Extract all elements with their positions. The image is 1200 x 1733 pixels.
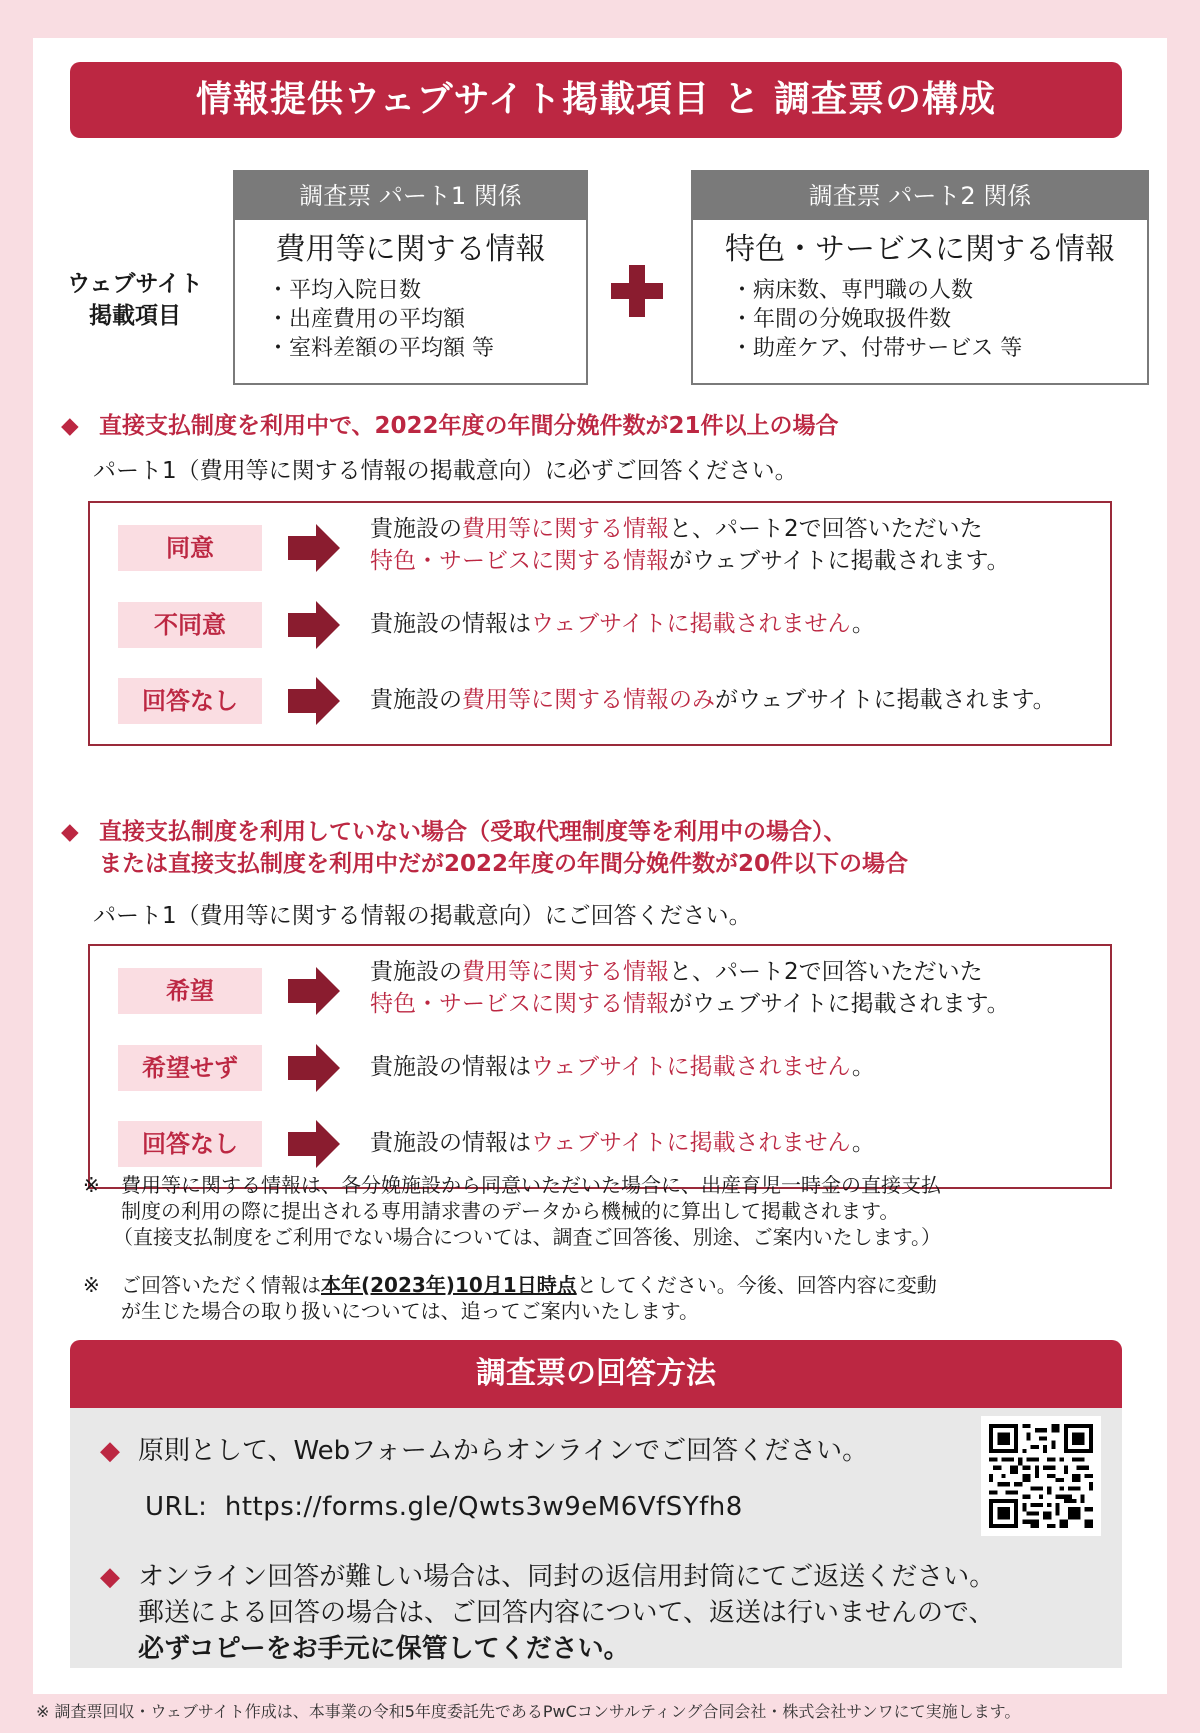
description-line [370,513,1010,545]
arrow-right-icon [288,601,340,649]
text-segment: 貴施設の [370,959,462,985]
case2-heading [61,816,908,880]
diamond-icon: ◆ [100,1436,120,1466]
diamond-icon: ◆ [61,819,79,845]
highlighted-text: ウェブサイトに掲載されません [531,1130,852,1156]
part2-box [691,170,1149,385]
text-segment: がウェブサイトに掲載されます。 [669,548,1010,574]
diamond-icon: ◆ [100,1562,120,1592]
text-segment: 貴施設の情報は [370,1130,531,1156]
part2-header: 調査票 パート2 関係 [693,172,1147,220]
note-1 [83,1172,1143,1250]
status-tag: 不同意 [118,602,262,648]
website-label-line2: 掲載項目 [89,303,181,329]
mail-instruction-line2: 郵送による回答の場合は、ご回答内容について、返送は行いませんので、 [138,1598,995,1628]
list-item: ・平均入院日数 [267,278,422,303]
case1-heading-text: 直接支払制度を利用中で、2022年度の年間分娩件数が21件以上の場合 [99,413,839,439]
highlighted-text: ウェブサイトに掲載されません [531,1054,852,1080]
note2-date-emphasis: 本年(2023年)10月1日時点 [321,1273,577,1297]
description-line [370,988,1010,1020]
part1-title: 費用等に関する情報 [275,232,546,267]
list-item: ・室料差額の平均額 等 [267,336,494,361]
description-line [370,684,1056,716]
part1-items [235,276,586,363]
mail-instruction-line3 [138,1632,630,1666]
arrow-right-icon [288,1044,340,1092]
keep-copy-emphasis: 必ずコピーをお手元に保管してください。 [138,1634,630,1664]
arrow-right-icon [288,967,340,1015]
note1-line1: 費用等に関する情報は、各分娩施設から同意いただいた場合に、出産育児一時金の直接支払 [121,1173,941,1197]
case2-box [88,944,1112,1189]
part2-title: 特色・サービスに関する情報 [725,232,1115,267]
text-segment: 貴施設の [370,687,462,713]
answer-method-banner: 調査票の回答方法 [70,1340,1122,1408]
case1-instruction: パート1（費用等に関する情報の掲載意向）に必ずご回答ください。 [93,458,798,484]
plus-icon [611,265,663,317]
description-line [370,545,1010,577]
text-segment: 貴施設の情報は [370,1054,531,1080]
list-item: ・年間の分娩取扱件数 [731,307,952,332]
text-segment: 。 [851,1130,875,1156]
url-line [145,1490,743,1524]
list-item: ・病床数、専門職の人数 [731,278,974,303]
diamond-icon: ◆ [61,413,79,439]
row-description [370,513,1010,577]
description-line [370,1127,875,1159]
list-item: ・出産費用の平均額 [267,307,466,332]
note-mark: ※ [83,1273,100,1297]
list-item: ・助産ケア、付帯サービス 等 [731,336,1023,361]
part1-box [233,170,588,385]
text-segment: 貴施設の [370,516,462,542]
note2-post: としてください。今後、回答内容に変動 [576,1273,937,1297]
text-segment: と、パート2で回答いただいた [669,516,983,542]
row-description [370,1051,875,1083]
description-line [370,956,1010,988]
part2-items [693,276,1147,363]
online-instruction [100,1434,868,1468]
text-segment: と、パート2で回答いただいた [669,959,983,985]
status-tag: 同意 [118,525,262,571]
document-page [33,38,1167,1694]
status-tag: 希望 [118,968,262,1014]
highlighted-text: 特色・サービスに関する情報 [370,548,669,574]
row-description [370,956,1010,1020]
note1-line2: 制度の利用の際に提出される専用請求書のデータから機械的に算出して掲載されます。 [121,1199,900,1223]
mail-instruction-line1 [100,1560,995,1594]
case2-heading-line2: または直接支払制度を利用中だが2022年度の年間分娩件数が20件以下の場合 [99,851,909,877]
row-description [370,1127,875,1159]
highlighted-text: ウェブサイトに掲載されません [531,611,852,637]
website-label-line1: ウェブサイト [67,271,203,297]
highlighted-text: 費用等に関する情報のみ [462,687,715,713]
highlighted-text: 費用等に関する情報 [462,516,669,542]
status-tag: 回答なし [118,678,262,724]
row-description [370,684,1056,716]
case1-box [88,501,1112,746]
url-label: URL: [145,1492,208,1522]
answer-method-box [70,1408,1122,1668]
text-segment: がウェブサイトに掲載されます。 [669,991,1010,1017]
case2-instruction: パート1（費用等に関する情報の掲載意向）にご回答ください。 [93,903,752,929]
website-items-label [55,268,215,332]
form-url-link[interactable]: https://forms.gle/Qwts3w9eM6VfSYfh8 [224,1492,743,1522]
qr-code-icon[interactable] [981,1416,1101,1536]
footer-note: ※ 調査票回収・ウェブサイト作成は、本事業の令和5年度委託先であるPwCコンサルティング合同会社・株式会社サンワにて実施します。 [36,1702,1021,1721]
arrow-right-icon [288,1120,340,1168]
case2-heading-line1: 直接支払制度を利用していない場合（受取代理制度等を利用中の場合）、 [99,819,847,845]
text-segment: 貴施設の情報は [370,611,531,637]
note2-pre: ご回答いただく情報は [121,1273,321,1297]
status-tag: 回答なし [118,1121,262,1167]
note2-line2: が生じた場合の取り扱いについては、追ってご案内いたします。 [121,1299,699,1323]
status-tag: 希望せず [118,1045,262,1091]
text-segment: がウェブサイトに掲載されます。 [715,687,1056,713]
note-2 [83,1272,1143,1324]
row-description [370,608,875,640]
description-line [370,608,875,640]
qr-code-graphic [989,1424,1093,1528]
arrow-right-icon [288,677,340,725]
online-text: 原則として、Webフォームからオンラインでご回答ください。 [138,1436,869,1466]
highlighted-text: 特色・サービスに関する情報 [370,991,669,1017]
case1-heading [61,410,839,442]
note1-line3: （直接支払制度をご利用でない場合については、調査ご回答後、別途、ご案内いたします。） [113,1225,941,1249]
text-segment: 。 [851,611,875,637]
arrow-right-icon [288,524,340,572]
page-title-banner: 情報提供ウェブサイト掲載項目 と 調査票の構成 [70,62,1122,138]
mail-line1: オンライン回答が難しい場合は、同封の返信用封筒にてご返送ください。 [138,1562,996,1592]
description-line [370,1051,875,1083]
note-mark: ※ [83,1173,100,1197]
text-segment: 。 [851,1054,875,1080]
highlighted-text: 費用等に関する情報 [462,959,669,985]
part1-header: 調査票 パート1 関係 [235,172,586,220]
